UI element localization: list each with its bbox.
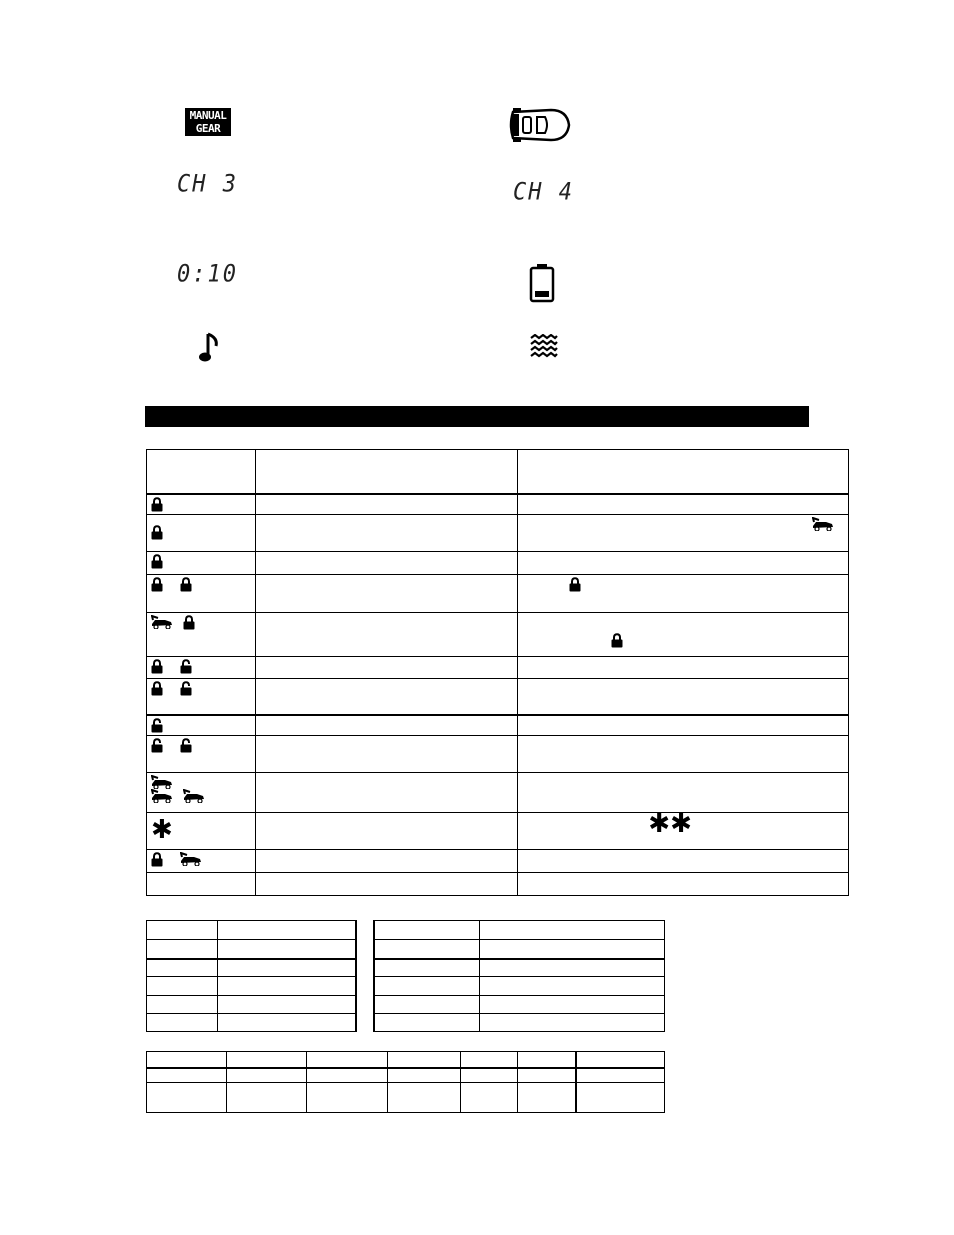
table-row bbox=[147, 678, 849, 715]
car-trunk-open-icon bbox=[180, 852, 202, 866]
lock-closed-icon bbox=[151, 554, 163, 569]
table-row bbox=[147, 959, 357, 977]
table-row bbox=[147, 715, 849, 736]
table-row bbox=[147, 1052, 665, 1068]
manual-gear-line2: GEAR bbox=[195, 122, 221, 135]
small-table-right bbox=[373, 920, 665, 1032]
car-trunk-open-icon bbox=[183, 789, 205, 803]
lock-closed-icon bbox=[151, 852, 163, 867]
table-row bbox=[147, 940, 357, 959]
car-trunk-open-icon bbox=[151, 775, 173, 789]
lock-closed-icon bbox=[151, 577, 163, 592]
table-header-row bbox=[147, 450, 849, 494]
table-row bbox=[147, 1083, 665, 1113]
manual-gear-line1: MANUAL bbox=[189, 109, 227, 122]
timer-lcd: 0:10 bbox=[177, 260, 238, 289]
lock-closed-icon bbox=[569, 577, 581, 592]
lock-closed-icon bbox=[180, 577, 192, 592]
wave-vibration-icon bbox=[530, 334, 558, 358]
lock-closed-icon bbox=[151, 497, 163, 512]
table-row bbox=[374, 977, 665, 996]
table-row bbox=[147, 773, 849, 813]
table-row bbox=[147, 736, 849, 773]
asterisk-icon: ✱ bbox=[151, 815, 173, 845]
table-row bbox=[147, 921, 357, 940]
lock-open-icon bbox=[151, 738, 163, 753]
lock-closed-icon bbox=[183, 615, 195, 630]
table-row bbox=[374, 996, 665, 1014]
car-trunk-open-icon bbox=[151, 789, 173, 803]
table-row bbox=[147, 850, 849, 873]
table-row bbox=[147, 873, 849, 896]
music-note-icon bbox=[198, 332, 220, 364]
table-row bbox=[147, 494, 849, 515]
double-asterisk-icon: ✱✱ bbox=[648, 809, 692, 839]
manual-gear-icon bbox=[185, 108, 231, 136]
lock-closed-icon bbox=[611, 633, 623, 648]
battery-low-icon bbox=[529, 263, 555, 303]
channel-3-lcd: CH 3 bbox=[177, 170, 238, 199]
table-row bbox=[147, 996, 357, 1014]
car-trunk-open-icon bbox=[812, 517, 834, 531]
section-header-bar bbox=[145, 406, 809, 427]
table-row bbox=[147, 977, 357, 996]
table-row bbox=[374, 921, 665, 940]
table-row bbox=[147, 813, 849, 850]
table-row bbox=[147, 574, 849, 612]
table-row bbox=[147, 1068, 665, 1083]
table-row bbox=[374, 1014, 665, 1032]
table-row bbox=[147, 514, 849, 551]
table-row bbox=[147, 612, 849, 656]
table-row bbox=[147, 1014, 357, 1032]
lock-closed-icon bbox=[151, 525, 163, 540]
table-row bbox=[147, 656, 849, 678]
car-trunk-open-icon bbox=[151, 615, 173, 629]
lock-open-icon bbox=[180, 659, 192, 674]
lock-open-icon bbox=[151, 718, 163, 733]
car-top-view-icon bbox=[507, 106, 571, 144]
channel-4-lcd: CH 4 bbox=[513, 178, 574, 207]
table-row bbox=[374, 959, 665, 977]
table-row bbox=[374, 940, 665, 959]
table-row bbox=[147, 551, 849, 574]
lock-open-icon bbox=[180, 738, 192, 753]
bottom-table bbox=[146, 1051, 665, 1113]
small-table-left bbox=[146, 920, 357, 1032]
lock-open-icon bbox=[180, 681, 192, 696]
lock-closed-icon bbox=[151, 659, 163, 674]
lock-closed-icon bbox=[151, 681, 163, 696]
function-table bbox=[146, 449, 849, 896]
